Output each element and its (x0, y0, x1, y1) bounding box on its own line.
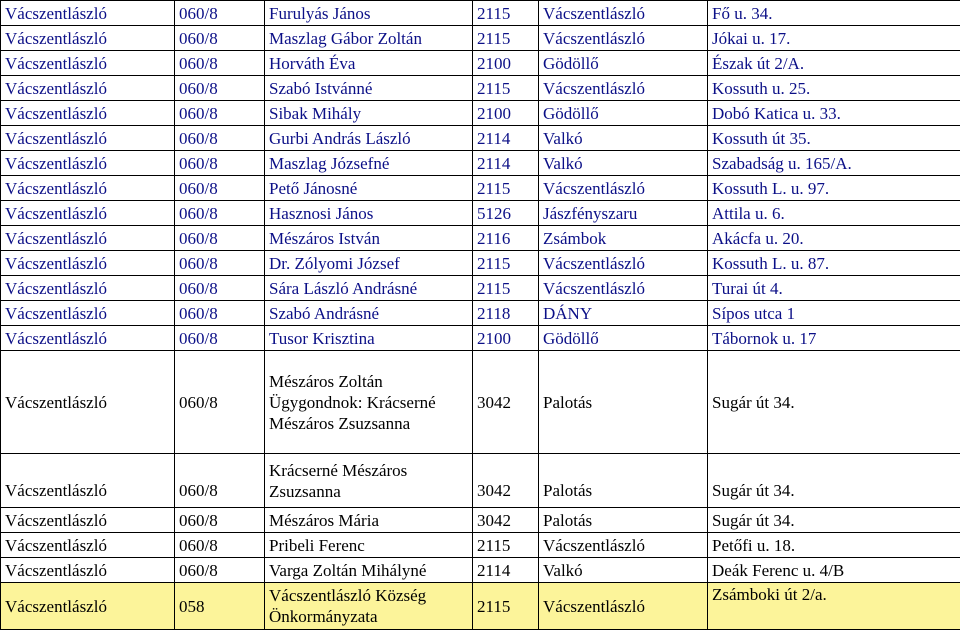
settlement-cell: Vácszentlászló (1, 583, 175, 630)
city-cell: Palotás (539, 351, 708, 454)
street-address-cell: Kossuth út 35. (708, 126, 960, 151)
settlement-cell: Vácszentlászló (1, 251, 175, 276)
settlement-cell: Vácszentlászló (1, 51, 175, 76)
records-body (1, 1, 960, 630)
settlement-cell: Vácszentlászló (1, 201, 175, 226)
street-address-cell: Akácfa u. 20. (708, 226, 960, 251)
parcel-number-cell: 060/8 (175, 276, 265, 301)
street-address-cell: Kossuth L. u. 87. (708, 251, 960, 276)
street-address-cell: Petőfi u. 18. (708, 533, 960, 558)
city-cell: Vácszentlászló (539, 276, 708, 301)
city-cell: Vácszentlászló (539, 26, 708, 51)
city-cell: Jászfényszaru (539, 201, 708, 226)
settlement-cell: Vácszentlászló (1, 76, 175, 101)
city-cell: Gödöllő (539, 51, 708, 76)
settlement-cell: Vácszentlászló (1, 454, 175, 508)
postal-code-cell: 2115 (473, 76, 539, 101)
street-address-cell: Attila u. 6. (708, 201, 960, 226)
postal-code-cell: 2114 (473, 558, 539, 583)
city-cell: Vácszentlászló (539, 76, 708, 101)
table-row (1, 101, 960, 126)
owner-name-cell: Szabó Istvánné (265, 76, 473, 101)
city-cell: Valkó (539, 126, 708, 151)
postal-code-cell: 2115 (473, 533, 539, 558)
table-row (1, 558, 960, 583)
postal-code-cell: 2115 (473, 583, 539, 630)
settlement-cell: Vácszentlászló (1, 326, 175, 351)
settlement-cell: Vácszentlászló (1, 276, 175, 301)
street-address-cell: Jókai u. 17. (708, 26, 960, 51)
postal-code-cell: 3042 (473, 508, 539, 533)
city-cell: Vácszentlászló (539, 251, 708, 276)
street-address-cell: Dobó Katica u. 33. (708, 101, 960, 126)
city-cell: DÁNY (539, 301, 708, 326)
settlement-cell: Vácszentlászló (1, 176, 175, 201)
table-row (1, 276, 960, 301)
owner-name-cell: Mészáros Mária (265, 508, 473, 533)
postal-code-cell: 2115 (473, 251, 539, 276)
street-address-cell: Szabadság u. 165/A. (708, 151, 960, 176)
street-address-cell: Kossuth u. 25. (708, 76, 960, 101)
table-row (1, 151, 960, 176)
city-cell: Vácszentlászló (539, 583, 708, 630)
parcel-number-cell: 060/8 (175, 508, 265, 533)
owner-name-cell: Szabó Andrásné (265, 301, 473, 326)
table-row (1, 1, 960, 26)
postal-code-cell: 3042 (473, 351, 539, 454)
parcel-number-cell: 060/8 (175, 151, 265, 176)
parcel-number-cell: 060/8 (175, 201, 265, 226)
postal-code-cell: 5126 (473, 201, 539, 226)
street-address-cell: Tábornok u. 17 (708, 326, 960, 351)
settlement-cell: Vácszentlászló (1, 151, 175, 176)
owner-name-cell: Dr. Zólyomi József (265, 251, 473, 276)
parcel-number-cell: 060/8 (175, 176, 265, 201)
parcel-number-cell: 058 (175, 583, 265, 630)
city-cell: Zsámbok (539, 226, 708, 251)
parcel-number-cell: 060/8 (175, 251, 265, 276)
owner-name-cell: Gurbi András László (265, 126, 473, 151)
parcel-number-cell: 060/8 (175, 454, 265, 508)
owner-name-cell: Mészáros Zoltán Ügygondnok: Krácserné Mészáros Zsuzsanna (265, 351, 473, 454)
city-cell: Vácszentlászló (539, 176, 708, 201)
street-address-cell: Sugár út 34. (708, 508, 960, 533)
postal-code-cell: 2115 (473, 176, 539, 201)
settlement-cell: Vácszentlászló (1, 126, 175, 151)
parcel-number-cell: 060/8 (175, 351, 265, 454)
postal-code-cell: 2100 (473, 326, 539, 351)
street-address-cell: Kossuth L. u. 97. (708, 176, 960, 201)
city-cell: Palotás (539, 454, 708, 508)
table-row (1, 51, 960, 76)
settlement-cell: Vácszentlászló (1, 558, 175, 583)
postal-code-cell: 2116 (473, 226, 539, 251)
parcel-number-cell: 060/8 (175, 533, 265, 558)
postal-code-cell: 2114 (473, 151, 539, 176)
city-cell: Gödöllő (539, 101, 708, 126)
table-row (1, 301, 960, 326)
settlement-cell: Vácszentlászló (1, 101, 175, 126)
street-address-cell: Fő u. 34. (708, 1, 960, 26)
table-row (1, 508, 960, 533)
owner-name-cell: Sibak Mihály (265, 101, 473, 126)
city-cell: Palotás (539, 508, 708, 533)
parcel-number-cell: 060/8 (175, 101, 265, 126)
owner-name-cell: Krácserné Mészáros Zsuzsanna (265, 454, 473, 508)
city-cell: Valkó (539, 558, 708, 583)
street-address-cell: Deák Ferenc u. 4/B (708, 558, 960, 583)
table-row (1, 351, 960, 454)
parcel-number-cell: 060/8 (175, 558, 265, 583)
owner-name-cell: Pető Jánosné (265, 176, 473, 201)
table-row (1, 226, 960, 251)
postal-code-cell: 2100 (473, 51, 539, 76)
postal-code-cell: 2118 (473, 301, 539, 326)
city-cell: Vácszentlászló (539, 1, 708, 26)
table-row (1, 454, 960, 508)
city-cell: Gödöllő (539, 326, 708, 351)
owner-name-cell: Maszlag Józsefné (265, 151, 473, 176)
parcel-number-cell: 060/8 (175, 26, 265, 51)
street-address-cell: Turai út 4. (708, 276, 960, 301)
city-cell: Valkó (539, 151, 708, 176)
settlement-cell: Vácszentlászló (1, 301, 175, 326)
settlement-cell: Vácszentlászló (1, 1, 175, 26)
owner-name-cell: Tusor Krisztina (265, 326, 473, 351)
owner-name-cell: Mészáros István (265, 226, 473, 251)
settlement-cell: Vácszentlászló (1, 508, 175, 533)
settlement-cell: Vácszentlászló (1, 533, 175, 558)
city-cell: Vácszentlászló (539, 533, 708, 558)
table-row (1, 126, 960, 151)
parcel-number-cell: 060/8 (175, 126, 265, 151)
table-row (1, 201, 960, 226)
table-row (1, 176, 960, 201)
owner-name-cell: Pribeli Ferenc (265, 533, 473, 558)
settlement-cell: Vácszentlászló (1, 226, 175, 251)
owner-name-cell: Maszlag Gábor Zoltán (265, 26, 473, 51)
settlement-cell: Vácszentlászló (1, 351, 175, 454)
street-address-cell: Sugár út 34. (708, 351, 960, 454)
table-row (1, 76, 960, 101)
owner-name-cell: Sára László Andrásné (265, 276, 473, 301)
table-row-highlighted (1, 583, 960, 630)
parcel-number-cell: 060/8 (175, 326, 265, 351)
street-address-cell: Zsámboki út 2/a. (708, 583, 960, 630)
street-address-cell: Észak út 2/A. (708, 51, 960, 76)
postal-code-cell: 2115 (473, 1, 539, 26)
parcel-number-cell: 060/8 (175, 301, 265, 326)
postal-code-cell: 2114 (473, 126, 539, 151)
table-row (1, 533, 960, 558)
owner-name-cell: Varga Zoltán Mihályné (265, 558, 473, 583)
owner-name-cell: Horváth Éva (265, 51, 473, 76)
parcel-number-cell: 060/8 (175, 1, 265, 26)
postal-code-cell: 2115 (473, 26, 539, 51)
table-row (1, 251, 960, 276)
owner-name-cell: Hasznosi János (265, 201, 473, 226)
street-address-cell: Sípos utca 1 (708, 301, 960, 326)
postal-code-cell: 2100 (473, 101, 539, 126)
owner-name-cell: Vácszentlászló Község Önkormányzata (265, 583, 473, 630)
table-row (1, 26, 960, 51)
parcel-number-cell: 060/8 (175, 76, 265, 101)
parcel-number-cell: 060/8 (175, 226, 265, 251)
parcel-number-cell: 060/8 (175, 51, 265, 76)
owner-name-cell: Furulyás János (265, 1, 473, 26)
settlement-cell: Vácszentlászló (1, 26, 175, 51)
table-row (1, 326, 960, 351)
postal-code-cell: 2115 (473, 276, 539, 301)
postal-code-cell: 3042 (473, 454, 539, 508)
street-address-cell: Sugár út 34. (708, 454, 960, 508)
